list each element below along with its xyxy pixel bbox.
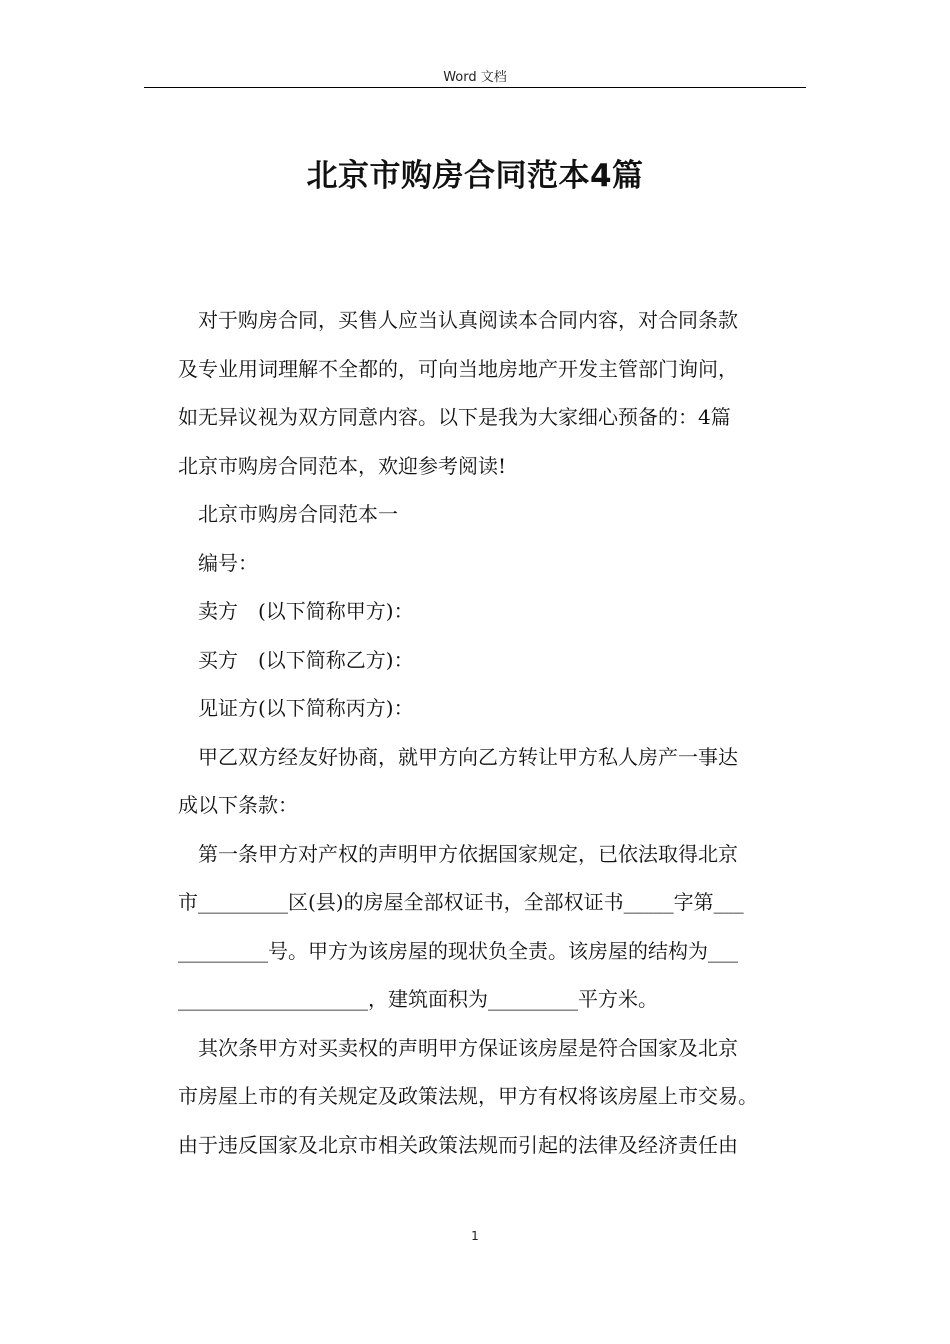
document-body xyxy=(178,296,832,1169)
body-line: 及专业用词理解不全都的，可向当地房地产开发主管部门询问， xyxy=(178,356,738,381)
body-line: 卖方 (以下简称甲方)： xyxy=(198,599,414,623)
body-line: 市_________区(县)的房屋全部权证书，全部权证书_____字第___ xyxy=(178,890,744,914)
body-line: 北京市购房合同范本，欢迎参考阅读! xyxy=(178,453,507,478)
body-line: 由于违反国家及北京市相关政策法规而引起的法律及经济责任由 xyxy=(178,1132,738,1157)
body-line: 北京市购房合同范本一 xyxy=(198,502,398,526)
body-line: 成以下条款： xyxy=(178,793,298,817)
body-line: 对于购房合同，买售人应当认真阅读本合同内容，对合同条款 xyxy=(198,308,738,332)
body-line: 买方 (以下简称乙方)： xyxy=(198,647,414,672)
body-line: 第一条甲方对产权的声明甲方依据国家规定，已依法取得北京 xyxy=(198,841,738,866)
body-line: 其次条甲方对买卖权的声明甲方保证该房屋是符合国家及北京 xyxy=(198,1035,738,1060)
body-line: ___________________，建筑面积为_________平方米。 xyxy=(178,987,658,1011)
body-line: 市房屋上市的有关规定及政策法规，甲方有权将该房屋上市交易。 xyxy=(178,1084,758,1108)
body-line: 甲乙双方经友好协商，就甲方向乙方转让甲方私人房产一事达 xyxy=(198,744,738,769)
body-line: 见证方(以下简称丙方)： xyxy=(198,696,414,720)
header-divider xyxy=(144,87,806,88)
body-line: 如无异议视为双方同意内容。以下是我为大家细心预备的：4篇 xyxy=(178,405,731,429)
body-line: _________号。甲方为该房屋的现状负全责。该房屋的结构为___ xyxy=(178,938,738,963)
document-title: 北京市购房合同范本4篇 xyxy=(306,158,644,194)
page-header: Word 文档 xyxy=(443,70,507,85)
page-number: 1 xyxy=(471,1229,479,1243)
body-line: 编号： xyxy=(198,550,258,575)
